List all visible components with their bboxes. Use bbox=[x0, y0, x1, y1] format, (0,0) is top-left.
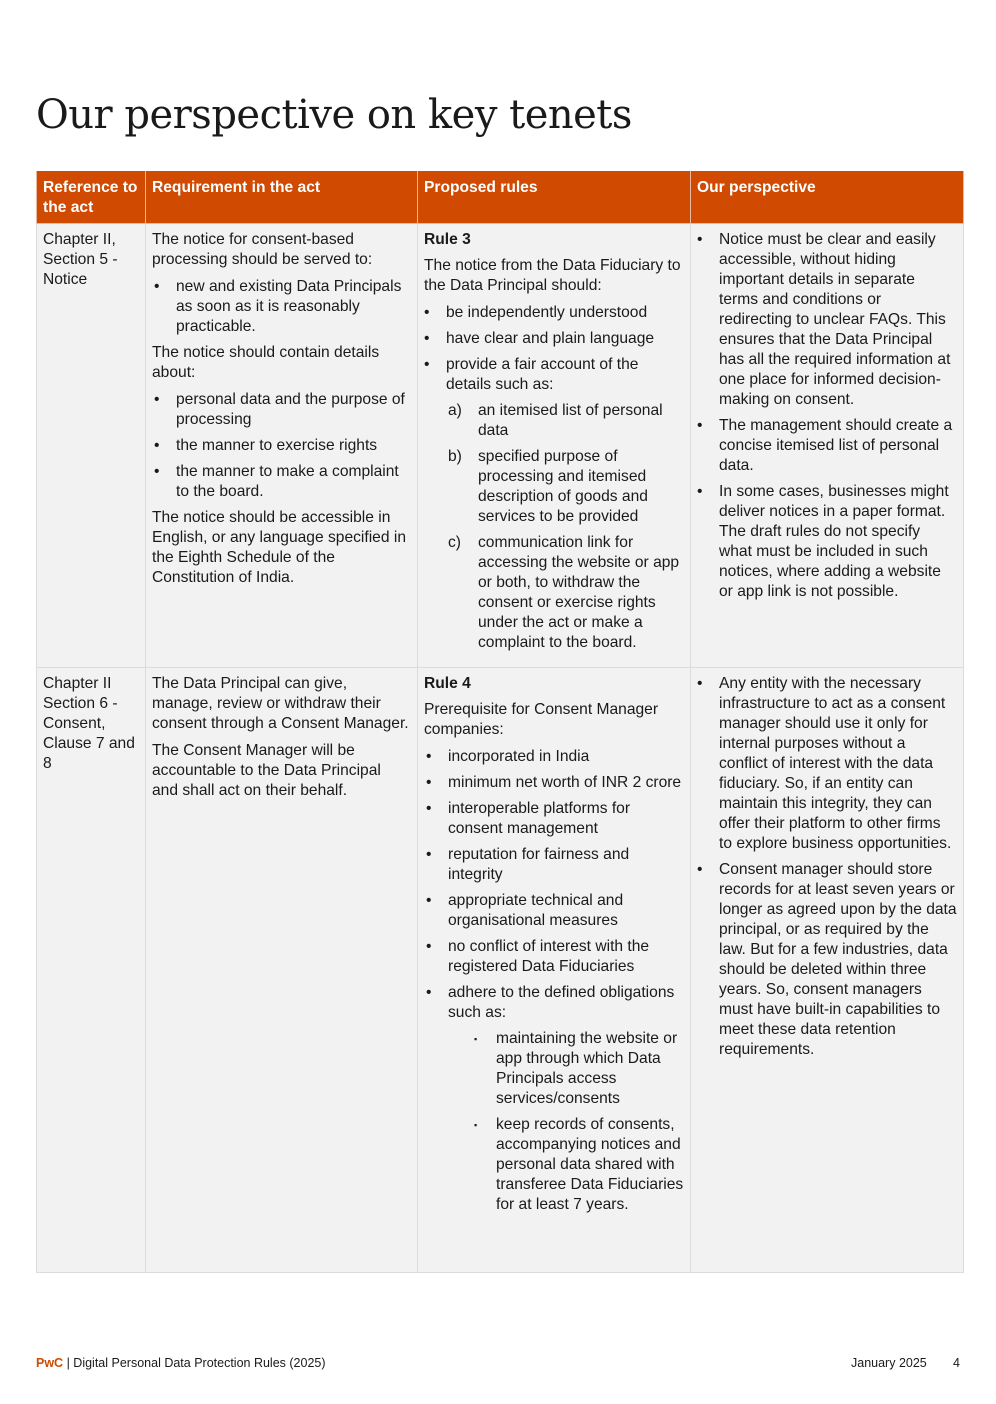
page-number: 4 bbox=[953, 1356, 960, 1370]
list-item: • Notice must be clear and easily accessible, without hiding important details in separate terms and conditions or redirecting to unclear FAQs. This ensures that the Data Principal has all the required information at one place for informed decision-making on consent. bbox=[697, 230, 957, 410]
perspective-list bbox=[697, 674, 957, 1060]
list-item-text: adhere to the defined obligations such as: bbox=[448, 984, 675, 1021]
list-item: • Any entity with the necessary infrastructure to act as a consent manager should use it only for internal purposes without a conflict of interest with the data fiduciary. So, if an entity can maintain this integrity, they can offer their platform to other firms to explore business opportunities. bbox=[697, 674, 957, 854]
footer-brand: PwC bbox=[36, 1356, 64, 1370]
page-title: Our perspective on key tenets bbox=[36, 92, 632, 138]
list-item: • reputation for fairness and integrity bbox=[424, 845, 684, 885]
rules-sublist bbox=[448, 401, 684, 653]
list-item-text: specified purpose of processing and itemised description of goods and services to be provided bbox=[478, 448, 648, 525]
list-item: • the manner to exercise rights bbox=[152, 436, 411, 456]
list-item: ▪ maintaining the website or app through which Data Principals access services/consents bbox=[472, 1029, 684, 1109]
list-item-text: communication link for accessing the website or app or both, to withdraw the consent or exercise rights under the act or make a complaint to the board. bbox=[478, 534, 680, 651]
footer-separator: | bbox=[63, 1356, 74, 1370]
list-item: • new and existing Data Principals as soon as it is reasonably practicable. bbox=[152, 277, 411, 337]
rules-sublist bbox=[472, 1029, 684, 1215]
cell-reference: Chapter II Section 6 - Consent, Clause 7 and 8 bbox=[37, 668, 146, 1273]
requirement-list bbox=[152, 390, 411, 502]
header-our-perspective: Our perspective bbox=[691, 171, 964, 224]
list-item: • incorporated in India bbox=[424, 747, 684, 767]
rule-heading: Rule 3 bbox=[424, 231, 471, 248]
list-item: • the manner to make a complaint to the board. bbox=[152, 462, 411, 502]
table-row bbox=[37, 668, 964, 1273]
header-reference: Reference to the act bbox=[37, 171, 146, 224]
header-requirement: Requirement in the act bbox=[146, 171, 418, 224]
list-item: • be independently understood bbox=[424, 303, 684, 323]
list-item: • interoperable platforms for consent management bbox=[424, 799, 684, 839]
cell-proposed-rules bbox=[418, 668, 691, 1273]
list-item: ▪ keep records of consents, accompanying notices and personal data shared with transferee Data Fiduciaries for at least 7 years. bbox=[472, 1115, 684, 1215]
table-row bbox=[37, 224, 964, 668]
cell-proposed-rules bbox=[418, 224, 691, 668]
requirement-text: The notice should be accessible in English, or any language specified in the Eighth Schedule of the Constitution of India. bbox=[152, 509, 406, 586]
list-item bbox=[448, 401, 684, 441]
rules-list bbox=[424, 747, 684, 1215]
cell-our-perspective bbox=[691, 668, 964, 1273]
tenets-table bbox=[36, 171, 964, 1273]
rule-heading: Rule 4 bbox=[424, 675, 471, 692]
cell-our-perspective bbox=[691, 224, 964, 668]
list-item: • have clear and plain language bbox=[424, 329, 684, 349]
list-item bbox=[448, 447, 684, 527]
header-proposed-rules: Proposed rules bbox=[418, 171, 691, 224]
list-marker: b) bbox=[448, 448, 462, 465]
list-item: • no conflict of interest with the registered Data Fiduciaries bbox=[424, 937, 684, 977]
list-item-text: an itemised list of personal data bbox=[478, 402, 663, 439]
rules-list bbox=[424, 303, 684, 395]
list-item: • provide a fair account of the details such as: bbox=[424, 355, 684, 395]
cell-reference: Chapter II, Section 5 - Notice bbox=[37, 224, 146, 668]
requirement-text: The Data Principal can give, manage, review or withdraw their consent through a Consent Manager. bbox=[152, 675, 409, 732]
list-item: • In some cases, businesses might deliver notices in a paper format. The draft rules do not specify what must be included in such notices, where adding a website or app link is not possible. bbox=[697, 482, 957, 602]
footer-date: January 2025 bbox=[851, 1356, 927, 1370]
cell-requirement bbox=[146, 224, 418, 668]
rule-intro: Prerequisite for Consent Manager companies: bbox=[424, 701, 659, 738]
requirement-text: The Consent Manager will be accountable to the Data Principal and shall act on their behalf. bbox=[152, 742, 381, 799]
table-header-row bbox=[37, 171, 964, 224]
list-item: • minimum net worth of INR 2 crore bbox=[424, 773, 684, 793]
requirement-list bbox=[152, 277, 411, 337]
list-item: • personal data and the purpose of processing bbox=[152, 390, 411, 430]
list-item: • appropriate technical and organisational measures bbox=[424, 891, 684, 931]
list-item bbox=[448, 533, 684, 653]
footer-document-title bbox=[36, 1356, 326, 1370]
list-item: • Consent manager should store records for at least seven years or longer as agreed upon by the data principal, or as required by the law. But for a few industries, data should be deleted within three years. So, consent managers must have built-in capabilities to meet these data retention requirements. bbox=[697, 860, 957, 1060]
list-item: • The management should create a concise itemised list of personal data. bbox=[697, 416, 957, 476]
cell-requirement bbox=[146, 668, 418, 1273]
requirement-text: The notice should contain details about: bbox=[152, 344, 380, 381]
rule-intro: The notice from the Data Fiduciary to the Data Principal should: bbox=[424, 257, 681, 294]
perspective-list bbox=[697, 230, 957, 602]
list-marker: a) bbox=[448, 402, 462, 419]
list-marker: c) bbox=[448, 534, 461, 551]
list-item bbox=[424, 983, 684, 1215]
requirement-text: The notice for consent-based processing should be served to: bbox=[152, 231, 373, 268]
footer-doc-title: Digital Personal Data Protection Rules (2025) bbox=[73, 1356, 326, 1370]
